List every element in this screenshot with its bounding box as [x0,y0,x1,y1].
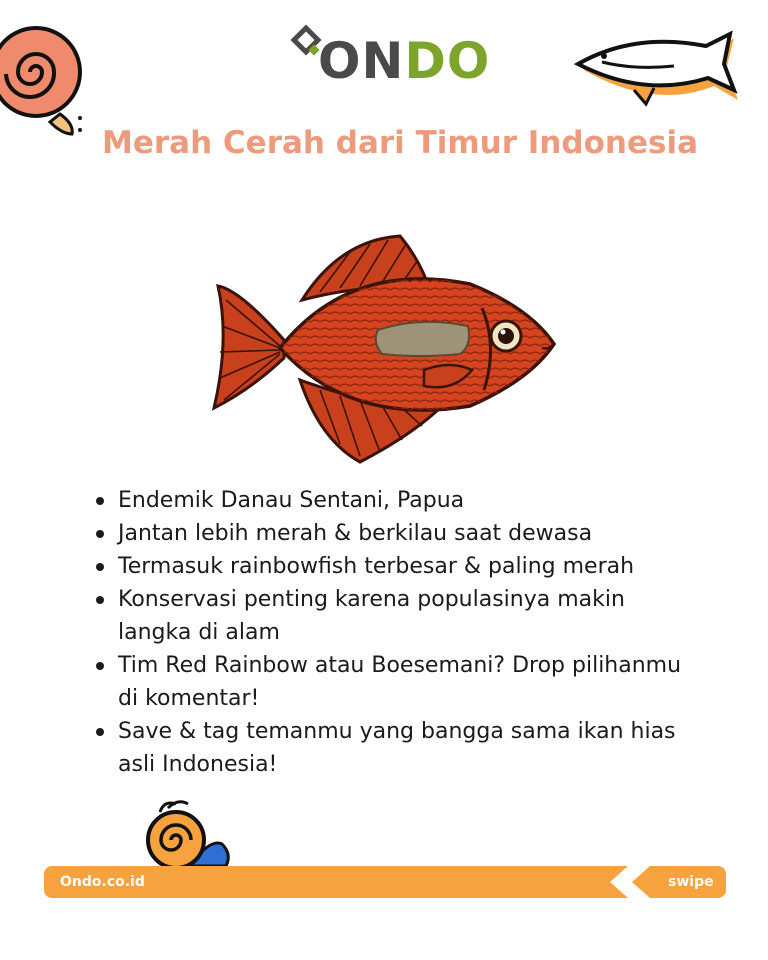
logo-text-on: ON [318,32,405,90]
red-rainbowfish-illustration [210,230,560,465]
list-item: Endemik Danau Sentani, Papua [96,484,696,517]
snail-top-left-icon [0,22,90,138]
snail-bottom-icon [140,798,234,868]
logo-wordmark [318,32,491,90]
page-title: Merah Cerah dari Timur Indonesia [101,125,698,161]
chevron-left-icon [606,866,650,898]
list-item: Save & tag temanmu yang bangga sama ikan hias asli Indonesia! [96,715,696,781]
list-item: Tim Red Rainbow atau Boesemani? Drop pilihanmu di komentar! [96,649,696,715]
ondo-logo [288,22,491,102]
swipe-button[interactable]: swipe [668,874,714,890]
logo-text-do: DO [404,32,491,90]
list-item: Konservasi penting karena populasinya makin langka di alam [96,583,696,649]
list-item: Jantan lebih merah & berkilau saat dewasa [96,517,696,550]
fact-list [96,484,696,781]
footer-site-link[interactable]: Ondo.co.id [60,874,145,890]
list-item: Termasuk rainbowfish terbesar & paling merah [96,550,696,583]
fish-top-right-icon [574,28,744,110]
